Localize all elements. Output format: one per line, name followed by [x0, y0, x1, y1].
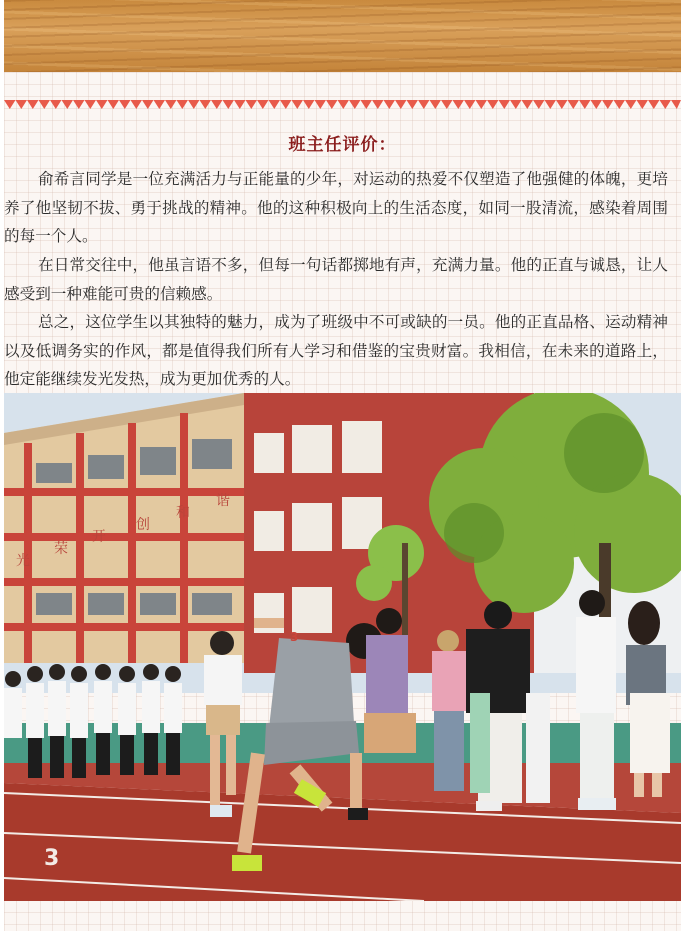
paragraph-2: 在日常交往中，他虽言语不多，但每一句话都掷地有声，充满力量。他的正直与诚恳，让人感受到一种难能可贵的信赖感。: [4, 256, 668, 303]
sign-char-4: 创: [136, 517, 150, 533]
article-card: [4, 0, 681, 931]
section-heading: 班主任评价：: [288, 135, 397, 155]
paragraph-1: 俞希言同学是一位充满活力与正能量的少年，对运动的热爱不仅塑造了他强健的体魄，更培养了他坚韧不拔、勇于挑战的精神。他的这种积极向上的生活态度，如同一股清流，感染着周围的每一个人。: [4, 170, 668, 245]
sign-char-6: 谐: [216, 493, 230, 509]
sports-day-photo: [4, 393, 681, 901]
lane-number: 3: [44, 846, 60, 871]
wood-banner: [4, 0, 681, 72]
sign-char-2: 荣: [54, 541, 68, 557]
zigzag-divider: [4, 100, 681, 110]
sign-char-3: 开: [92, 529, 106, 545]
sign-char-5: 和: [176, 505, 190, 521]
paragraph-3: 总之，这位学生以其独特的魅力，成为了班级中不可或缺的一员。他的正直品格、运动精神以及低调务实的作风，都是值得我们所有人学习和借鉴的宝贵财富。我相信，在未来的道路上，他定能继续发光发热，成为更加优秀的人。: [4, 313, 668, 388]
sign-char-1: 光: [16, 553, 30, 569]
runner-bib: 3: [290, 630, 299, 644]
